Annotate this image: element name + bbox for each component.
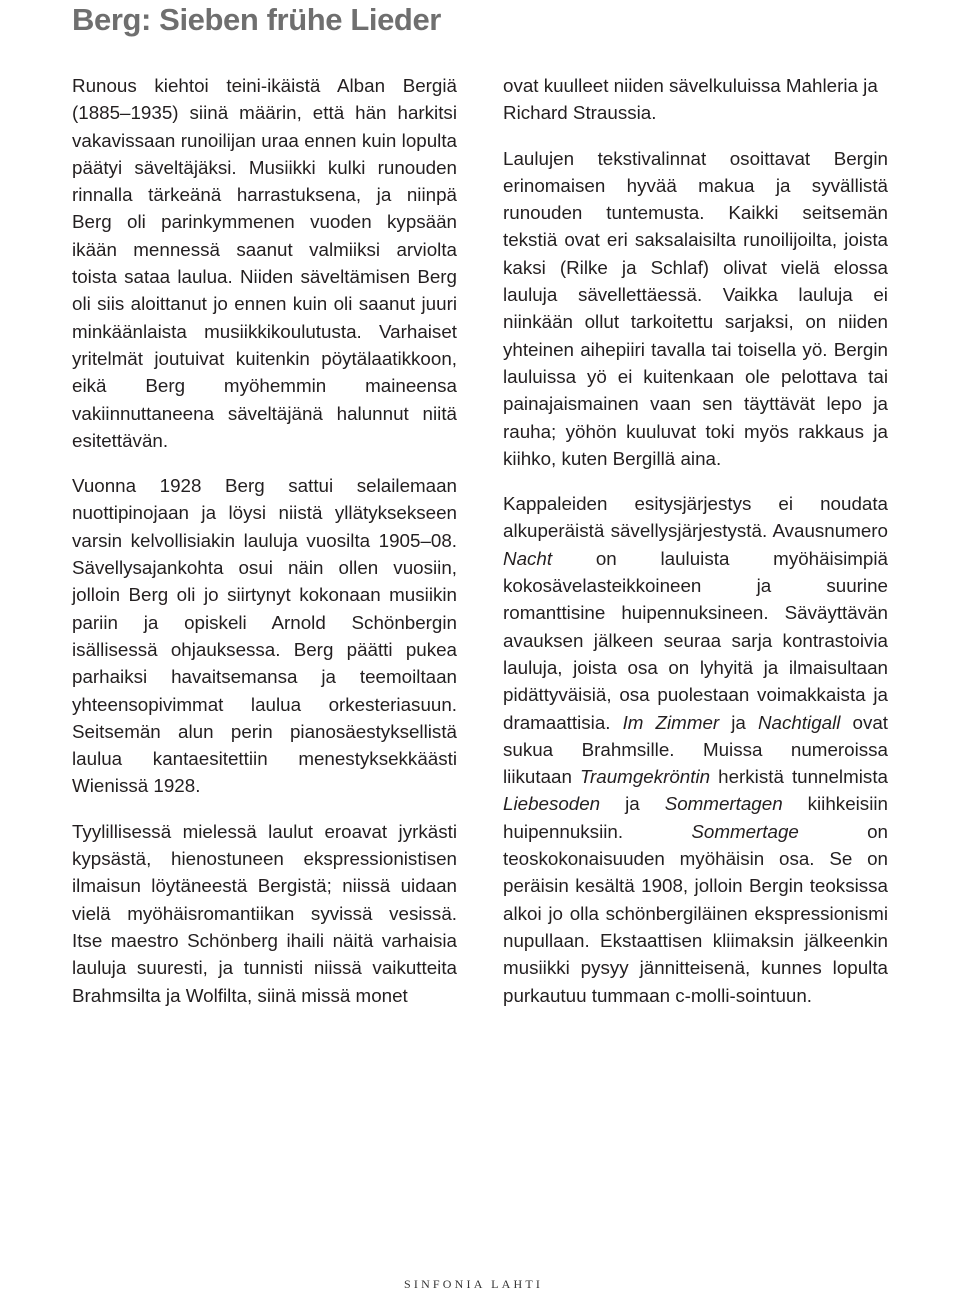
- text-run: ovat sukua Brahmsille. Muissa numeroissa liikutaan: [503, 711, 889, 788]
- paragraph: Runous kiehtoi teini-ikäistä Alban Bergiä (1885–1935) siinä määrin, että hän harkitsi vakavissaan runoilijan uraa ennen kuin lopulta päätyi säveltäjäksi. Musiikki kulki runouden rinnalla tärkeänä harrastuksena, ja niinpä Berg oli parinkymmenen vuoden kypsään ikään mennessä saanut valmiiksi arviolta toista sataa laulua. Niiden säveltämisen Berg oli siis aloittanut jo ennen kuin oli saanut juuri minkäänlaista musiikkikoulutusta. Varhaiset yritelmät joutuivat kuitenkin pöytälaatikkoon, eikä Berg myöhemmin maineensa vakiinnuttaneena säveltäjänä halunnut niitä esitettävän.: [72, 75, 457, 451]
- song-title: Nachtigall: [757, 711, 841, 733]
- song-title: Sommertage: [691, 820, 799, 842]
- footer-brand: SINFONIA LAHTI: [404, 1277, 544, 1291]
- left-column: [72, 72, 457, 1027]
- song-title: Liebesoden: [503, 793, 601, 815]
- song-title: Im Zimmer: [622, 711, 720, 733]
- page-title: Berg: Sieben frühe Lieder: [72, 2, 441, 37]
- paragraph-with-titles: [503, 490, 888, 1009]
- text-run: ja: [719, 711, 758, 733]
- text-run: Kappaleiden esitysjärjestys ei noudata alkuperäistä sävellysjärjestystä. Avausnumero: [503, 493, 888, 542]
- song-title: Sommertagen: [664, 793, 783, 815]
- song-title: Nacht: [503, 547, 553, 569]
- text-run: kiihkeisiin huipennuksiin.: [503, 793, 888, 842]
- paragraph: Vuonna 1928 Berg sattui selailemaan nuottipinojaan ja löysi niistä yllätyksekseen varsin kelvollisiakin lauluja vuosilta 1905–08. Sävellysajankohta osui näin ollen vuosiin, jolloin Berg oli jo siirtynyt kokonaan musiikin pariin ja opiskeli Arnold Schönbergin isällisessä ohjauksessa. Berg päätti pukea parhaiksi havaitsemansa ja teemoiltaan yhteensopivimmat laulua orkesteriasuun. Seitsemän alun perin pianosäestyksellistä laulua kantaesitettiin menestyksekkäästi Wienissä 1928.: [72, 475, 457, 797]
- paragraph: ovat kuulleet niiden sävelkuluissa Mahleria ja Richard Straussia.: [503, 75, 878, 124]
- text-run: ja: [600, 793, 665, 815]
- paragraph: Laulujen tekstivalinnat osoittavat Bergin erinomaisen hyvää makua ja syvällistä runouden tuntemusta. Kaikki seitsemän tekstiä ovat eri saksalaisilta runoilijoilta, joista kaksi (Rilke ja Schlaf) olivat vielä elossa lauluja sävellettäessä. Vaikka lauluja ei niinkään ollut tarkoitettu sarjaksi, on niiden yhteinen aihepiiri tavalla tai toisella yö. Bergin lauluissa yö ei kuitenkaan ole pelottava tai painajaismainen vaan sen täyttävät lepo ja rauha; yöhön kuuluvat toki myös rakkaus ja kiihko, kuten Bergillä aina.: [503, 147, 888, 469]
- text-run: on lauluista myöhäisimpiä kokosävelasteikkoineen ja suurine romanttisine huipennuksineen. Säväyttävän avauksen jälkeen seuraa sarja kontrastoivia lauluja, joista osa on lyhyitä ja ilmaisultaan pidättyväisiä, osa puolestaan voimakkaista ja dramaattisia.: [503, 547, 888, 733]
- song-title: Traumgekröntin: [579, 766, 711, 788]
- paragraph: Tyylillisessä mielessä laulut eroavat jyrkästi kypsästä, hienostuneen ekspressionistisen ilmaisun löytäneestä Bergistä; niissä uidaan vielä myöhäisromantiikan syvissä vesissä. Itse maestro Schönberg ihaili näitä varhaisia lauluja suuresti, ja tunnisti niissä vaikutteita Brahmsilta ja Wolfilta, siinä missä monet: [72, 820, 457, 1006]
- right-column: [503, 72, 888, 1027]
- text-run: on teoskokonaisuuden myöhäisin osa. Se on peräisin kesältä 1908, jolloin Bergin teoksissa alkoi jo olla schönbergiläinen ekspressionismi nupullaan. Ekstaattisen kliimaksin jälkeenkin musiikki pysyy jännitteisenä, kunnes lopulta purkautuu tummaan c-molli-sointuun.: [503, 820, 888, 1006]
- text-run: herkistä tunnelmista: [710, 766, 888, 788]
